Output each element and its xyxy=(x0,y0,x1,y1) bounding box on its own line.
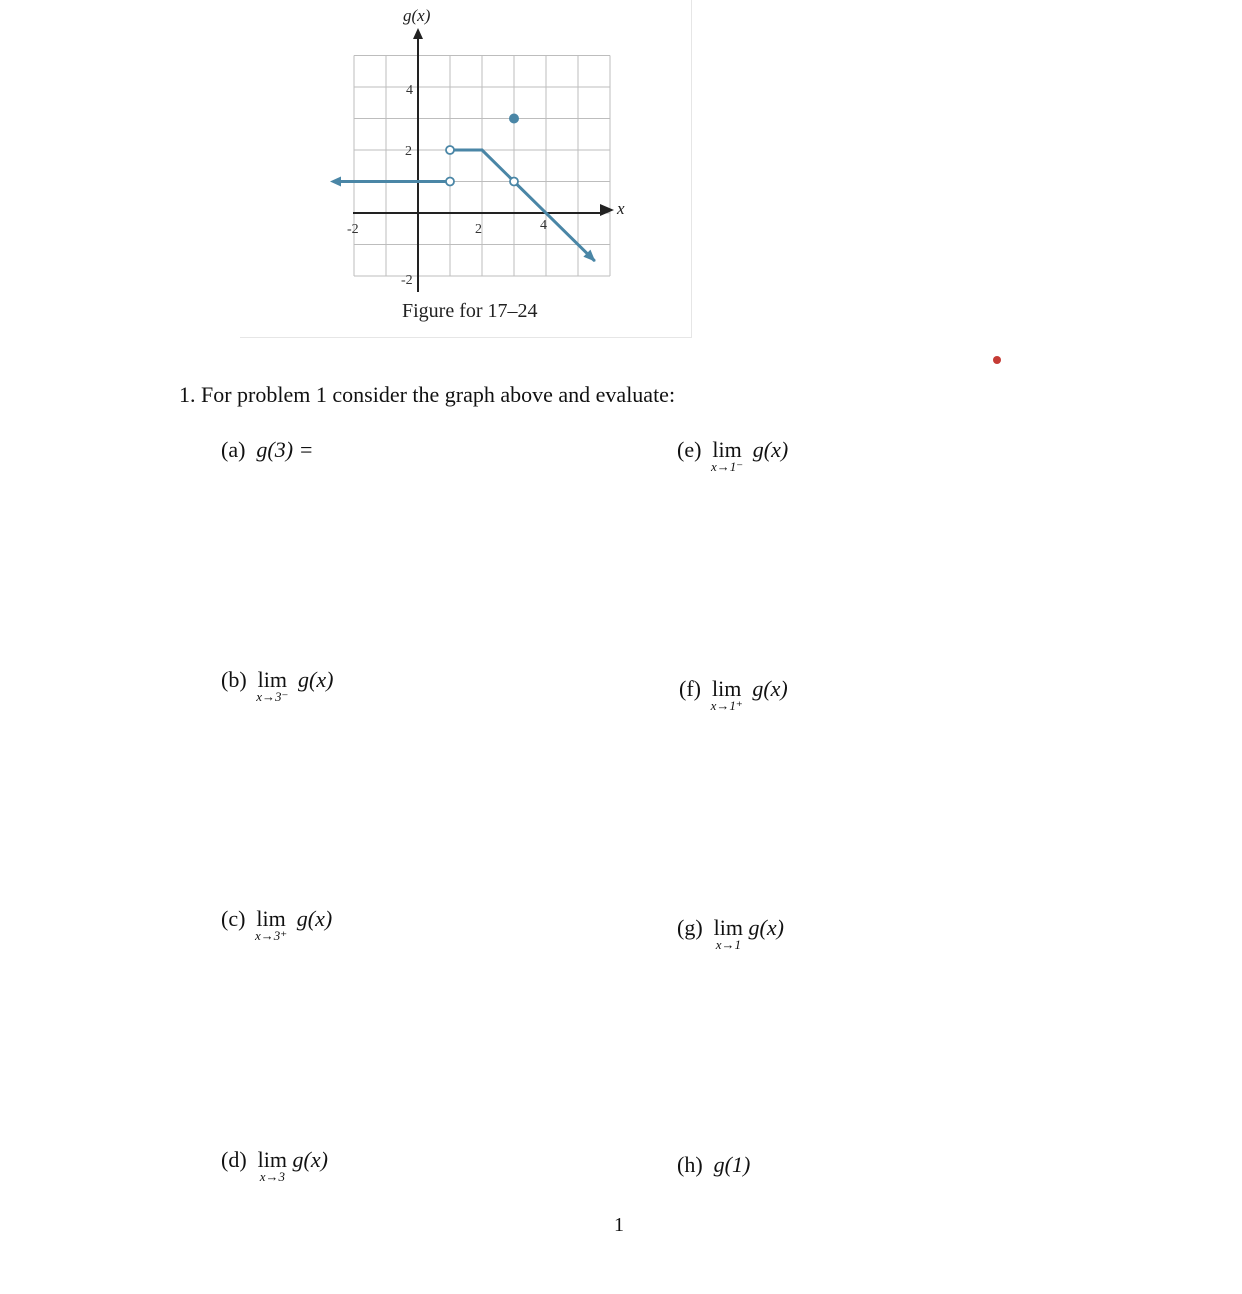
part-d-lim xyxy=(257,1147,287,1184)
closed-point xyxy=(510,114,519,123)
grid-lines xyxy=(354,56,610,277)
part-g xyxy=(677,915,784,952)
red-dot-mark xyxy=(993,356,1001,364)
page-number: 1 xyxy=(614,1214,624,1236)
part-f-label: (f) xyxy=(679,676,701,701)
part-a-label: (a) xyxy=(221,437,246,462)
part-e xyxy=(677,437,789,474)
part-h xyxy=(677,1152,750,1178)
x-tick-4: 4 xyxy=(540,218,547,233)
problem-text: For problem 1 consider the graph above and evaluate: xyxy=(201,382,676,407)
curve-segment xyxy=(482,150,594,260)
y-tick-2: 2 xyxy=(405,144,412,159)
problem-statement xyxy=(179,382,675,408)
part-h-label: (h) xyxy=(677,1152,703,1177)
part-c-subscript: x→3⁺ xyxy=(255,928,288,943)
part-f xyxy=(679,676,788,713)
open-point xyxy=(446,146,454,154)
part-e-expr: g(x) xyxy=(752,437,789,462)
part-g-expr: g(x) xyxy=(748,915,784,940)
x-axis-label: x xyxy=(617,199,625,218)
y-axis-label: g(x) xyxy=(403,6,431,25)
part-b-label: (b) xyxy=(221,667,247,692)
part-b-expr: g(x) xyxy=(298,667,334,692)
part-b-subscript: x→3⁻ xyxy=(256,689,289,704)
part-e-lim xyxy=(711,437,744,474)
part-c-lim-word: lim xyxy=(256,906,286,931)
part-f-lim xyxy=(710,676,743,713)
y-axis-arrow xyxy=(413,28,423,39)
y-tick-neg2: -2 xyxy=(401,273,413,288)
part-g-subscript: x→1 xyxy=(715,937,741,952)
part-c-label: (c) xyxy=(221,906,246,931)
curve-left-arrow xyxy=(330,177,341,187)
problem-number: 1. xyxy=(179,382,196,407)
part-e-subscript: x→1⁻ xyxy=(711,459,744,474)
part-d-label: (d) xyxy=(221,1147,247,1172)
part-h-expr: g(1) xyxy=(713,1152,751,1177)
part-c xyxy=(221,906,333,943)
figure-caption: Figure for 17–24 xyxy=(402,300,538,322)
part-a xyxy=(221,437,313,463)
part-d-lim-word: lim xyxy=(257,1147,287,1172)
part-g-lim-word: lim xyxy=(713,915,743,940)
part-a-expr: g(3) = xyxy=(256,437,314,462)
y-tick-4: 4 xyxy=(406,83,413,98)
part-b-lim xyxy=(256,667,289,704)
x-tick-2: 2 xyxy=(475,222,482,237)
open-point xyxy=(510,178,518,186)
part-f-lim-word: lim xyxy=(711,676,742,701)
part-f-subscript: x→1⁺ xyxy=(710,698,743,713)
graph-figure xyxy=(0,0,700,340)
part-g-label: (g) xyxy=(677,915,703,940)
part-e-lim-word: lim xyxy=(712,437,742,462)
part-g-lim xyxy=(713,915,743,952)
part-e-label: (e) xyxy=(677,437,702,462)
part-c-expr: g(x) xyxy=(296,906,333,931)
part-c-lim xyxy=(255,906,288,943)
x-axis-arrow xyxy=(600,204,614,216)
axes xyxy=(353,28,614,292)
part-d xyxy=(221,1147,328,1184)
part-d-subscript: x→3 xyxy=(259,1169,285,1184)
part-b xyxy=(221,667,334,704)
part-f-expr: g(x) xyxy=(752,676,788,701)
part-b-lim-word: lim xyxy=(257,667,287,692)
x-tick-neg2: -2 xyxy=(347,222,359,237)
part-d-expr: g(x) xyxy=(292,1147,328,1172)
open-point xyxy=(446,178,454,186)
